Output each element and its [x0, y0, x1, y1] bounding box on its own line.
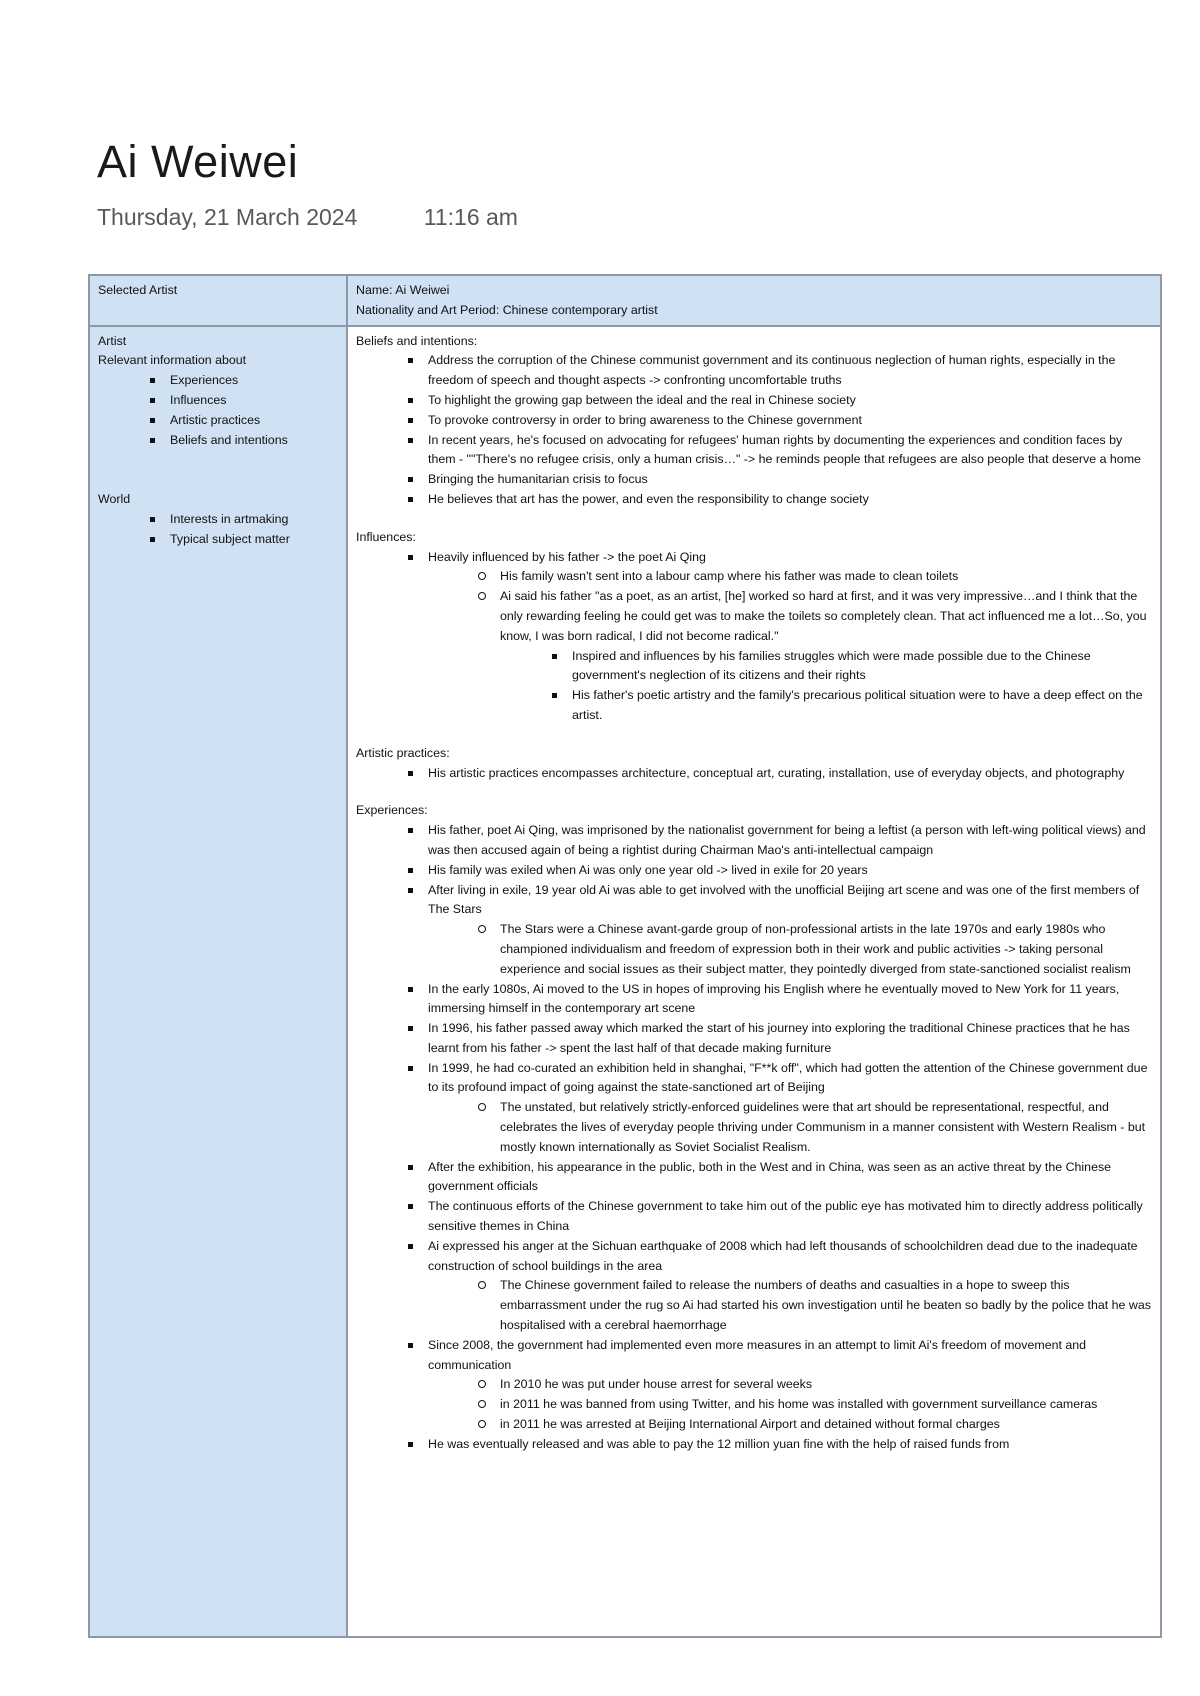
list-item: His family was exiled when Ai was only one year old -> lived in exile for 20 years [356, 861, 1152, 881]
list-item [356, 1059, 1152, 1158]
list-item: Inspired and influences by his families struggles which were made possible due to the Chinese government's neglection of its citizens and their rights [500, 647, 1152, 687]
table-header-row [89, 275, 1161, 326]
list-item: To provoke controversy in order to bring awareness to the Chinese government [356, 411, 1152, 431]
list-item-text: Heavily influenced by his father -> the poet Ai Qing [428, 549, 706, 564]
name-value: Ai Weiwei [395, 283, 450, 297]
list-item: in 2011 he was banned from using Twitter, and his home was installed with government surveillance cameras [428, 1395, 1152, 1415]
influences-heading: Influences: [356, 529, 416, 544]
list-item: His artistic practices encompasses architecture, conceptual art, curating, installation, use of everyday objects, and photography [356, 764, 1152, 784]
page-date: Thursday, 21 March 2024 [97, 204, 358, 230]
list-item: The unstated, but relatively strictly-enforced guidelines were that art should be representational, respectful, and celebrates the lives of everyday people thriving under Communism in a manner consistent with Western Realism - but mostly known internationally as Soviet Socialist Realism. [428, 1098, 1152, 1157]
list-item-text: Ai said his father "as a poet, as an artist, [he] worked so hard at first, and it was very impressive…and I think that the only rewarding feeling he could get was to make the toilets so completely clean. That act influenced me a lot…So, you know, I was born radical, I did not become radical." [500, 589, 1147, 643]
list-item-text: Since 2008, the government had implemented even more measures in an attempt to limit Ai's freedom of movement and communication [428, 1337, 1087, 1372]
list-item: In 1996, his father passed away which marked the start of his journey into exploring the traditional Chinese practices that he has learnt from his father -> spent the last half of that decade making furniture [356, 1019, 1152, 1059]
list-item: To highlight the growing gap between the ideal and the real in Chinese society [356, 391, 1152, 411]
list-item: His father, poet Ai Qing, was imprisoned by the nationalist government for being a leftist (a person with left-wing political views) and was then accused again of being a rightist during Chairman Mao's anti-intellectual campaign [356, 821, 1152, 861]
name-label: Name: [356, 283, 393, 297]
artist-topics-list [98, 371, 338, 450]
influences-subsublist [500, 647, 1152, 726]
experiences-sublist [428, 1375, 1152, 1434]
list-item: His family wasn't sent into a labour camp where his father was made to clean toilets [428, 567, 1152, 587]
experiences-sublist [428, 1276, 1152, 1335]
list-item: Beliefs and intentions [98, 431, 338, 451]
list-item: Artistic practices [98, 411, 338, 431]
list-item: He believes that art has the power, and even the responsibility to change society [356, 490, 1152, 510]
list-item-text: After living in exile, 19 year old Ai was able to get involved with the unofficial Beijing art scene and was one of the first members of The Stars [428, 882, 1140, 917]
list-item: Bringing the humanitarian crisis to focus [356, 470, 1152, 490]
practices-list [356, 764, 1152, 784]
list-item [356, 548, 1152, 726]
list-item: The continuous efforts of the Chinese government to take him out of the public eye has motivated him to directly address politically sensitive themes in China [356, 1197, 1152, 1237]
list-item: Typical subject matter [98, 530, 338, 550]
experiences-heading: Experiences: [356, 803, 428, 818]
list-item-text: Ai expressed his anger at the Sichuan earthquake of 2008 which had left thousands of schoolchildren dead due to the inadequate construction of school buildings in the area [428, 1238, 1138, 1273]
list-item: His father's poetic artistry and the family's precarious political situation were to have a deep effect on the artist. [500, 686, 1152, 726]
list-item: The Chinese government failed to release the numbers of deaths and casualties in a hope to sweep this embarrassment under the rug so Ai had started his own investigation until he beaten so badly by the police that he was hospitalised with a cerebral haemorrhage [428, 1276, 1152, 1335]
list-item: In recent years, he's focused on advocating for refugees' human rights by documenting the experiences and condition faces by them - ""There's no refugee crisis, only a human crisis…" -> he reminds people that refugees are also people that deserve a home [356, 431, 1152, 471]
selected-artist-label: Selected Artist [98, 283, 178, 297]
artist-info-cell [347, 275, 1161, 326]
nationality-line [356, 301, 1152, 321]
selected-artist-cell [89, 275, 347, 326]
list-item: Experiences [98, 371, 338, 391]
experiences-list [356, 821, 1152, 1455]
beliefs-heading: Beliefs and intentions: [356, 333, 478, 348]
influences-sublist [428, 567, 1152, 725]
nationality-value: Chinese contemporary artist [502, 302, 658, 317]
list-item [428, 587, 1152, 726]
list-item: in 2011 he was arrested at Beijing International Airport and detained without formal charges [428, 1415, 1152, 1435]
list-item: Address the corruption of the Chinese communist government and its continuous neglection of human rights, especially in the freedom of speech and thought aspects -> confronting uncomfortable truths [356, 351, 1152, 391]
list-item: In 2010 he was put under house arrest for several weeks [428, 1375, 1152, 1395]
beliefs-list [356, 351, 1152, 509]
table-body-row [89, 326, 1161, 1637]
sidebar-cell [89, 326, 347, 1637]
world-topics-list [98, 510, 338, 550]
list-item: He was eventually released and was able to pay the 12 million yuan fine with the help of raised funds from [356, 1435, 1152, 1455]
list-item [356, 1237, 1152, 1336]
list-item: The Stars were a Chinese avant-garde group of non-professional artists in the late 1970s and early 1980s who championed individualism and freedom of expression both in their work and public activities -> taking personal experience and social issues as their subject matter, they pointedly diverged from state-sanctioned socialist realism [428, 920, 1152, 979]
page-meta [97, 204, 518, 231]
list-item [356, 1336, 1152, 1435]
list-item [356, 881, 1152, 980]
practices-heading: Artistic practices: [356, 745, 450, 760]
nationality-label: Nationality and Art Period: [356, 302, 500, 317]
content-cell [347, 326, 1161, 1637]
page-time: 11:16 am [423, 204, 518, 230]
list-item: Influences [98, 391, 338, 411]
list-item-text: In 1999, he had co-curated an exhibition held in shanghai, "F**k off", which had gotten the attention of the Chinese government due to its profound impact of going against the state-sanctioned art of Beijing [428, 1060, 1148, 1095]
experiences-sublist [428, 920, 1152, 979]
page-title: Ai Weiwei [97, 136, 299, 187]
list-item: Interests in artmaking [98, 510, 338, 530]
artist-label: Artist [98, 333, 127, 348]
list-item: In the early 1080s, Ai moved to the US in hopes of improving his English where he eventually moved to New York for 11 years, immersing himself in the contemporary art scene [356, 980, 1152, 1020]
list-item: After the exhibition, his appearance in the public, both in the West and in China, was seen as an active threat by the Chinese government officials [356, 1158, 1152, 1198]
notes-table [88, 274, 1162, 1638]
name-line [356, 281, 1152, 301]
influences-list [356, 548, 1152, 726]
relevant-label: Relevant information about [98, 353, 247, 368]
experiences-sublist [428, 1098, 1152, 1157]
world-label: World [98, 491, 131, 506]
